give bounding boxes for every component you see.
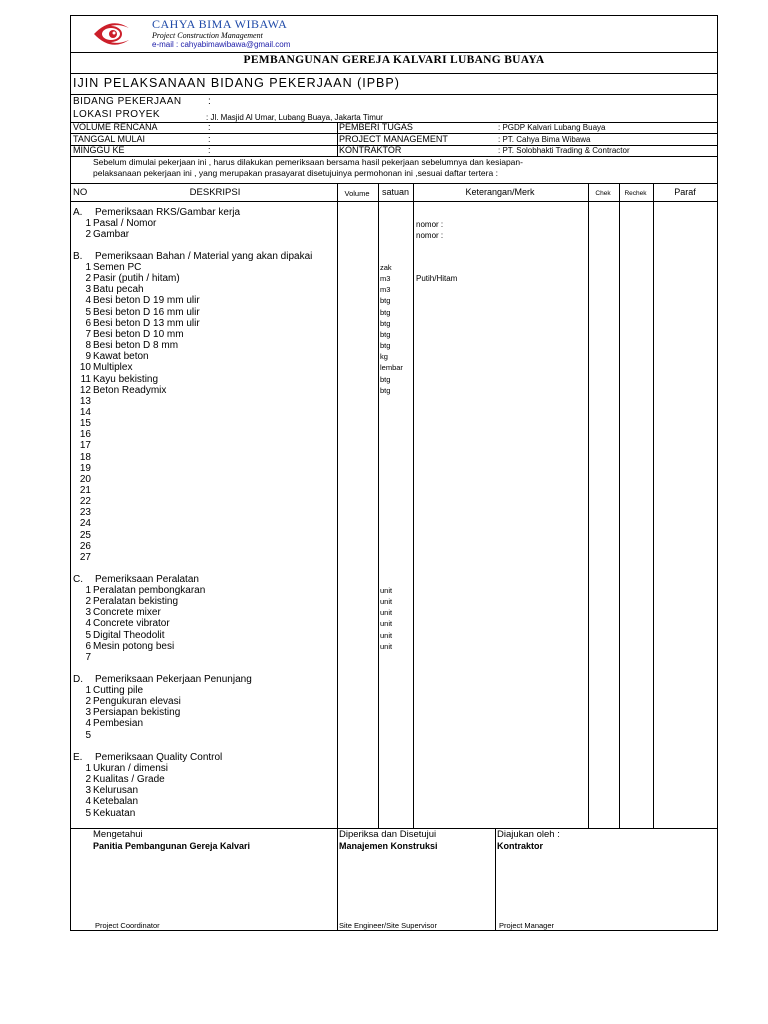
item-unit: kg xyxy=(380,352,388,361)
item-no: 27 xyxy=(79,552,91,563)
item-no: 4 xyxy=(85,718,91,729)
field-volume-sep: : xyxy=(208,122,211,132)
item-ket: nomor : xyxy=(416,220,444,229)
item-desc: Digital Theodolit xyxy=(93,630,165,641)
item-no: 3 xyxy=(85,707,91,718)
field-pemberi-value: : PGDP Kalvari Lubang Buaya xyxy=(498,123,606,132)
intro-line-2: pelaksanaan pekerjaan ini , yang merupakan prasayarat disetujuinya permohonan ini ,sesuai daftar tertera : xyxy=(93,168,498,178)
item-no: 7 xyxy=(85,329,91,340)
col-header-volume: Volume xyxy=(344,189,370,198)
divider xyxy=(71,201,717,202)
sig-heading: Mengetahui xyxy=(93,829,143,840)
item-desc: Besi beton D 10 mm xyxy=(93,329,184,340)
col-header-keterangan: Keterangan/Merk xyxy=(465,187,535,197)
item-desc: Pembesian xyxy=(93,718,144,729)
item-no: 15 xyxy=(79,418,91,429)
item-desc: Mesin potong besi xyxy=(93,641,175,652)
item-no: 5 xyxy=(85,307,91,318)
item-no: 25 xyxy=(79,530,91,541)
item-no: 3 xyxy=(85,284,91,295)
item-desc: Semen PC xyxy=(93,262,142,273)
item-desc: Peralatan pembongkaran xyxy=(93,585,206,596)
item-no: 26 xyxy=(79,541,91,552)
item-no: 22 xyxy=(79,496,91,507)
item-no: 1 xyxy=(85,218,91,229)
item-unit: unit xyxy=(380,586,393,595)
item-no: 14 xyxy=(79,407,91,418)
company-tagline: Project Construction Management xyxy=(152,31,263,40)
item-desc: Peralatan bekisting xyxy=(93,596,179,607)
item-unit: btg xyxy=(380,375,391,384)
field-pemberi-label: PEMBERI TUGAS xyxy=(339,122,413,132)
item-unit: btg xyxy=(380,308,391,317)
divider xyxy=(337,122,338,156)
field-lokasi-value: : Jl. Masjid Al Umar, Lubang Buaya, Jakarta Timur xyxy=(206,113,383,122)
sig-org: Manajemen Konstruksi xyxy=(339,841,438,851)
section-letter: B. xyxy=(73,251,83,262)
item-no: 17 xyxy=(79,440,91,451)
col-header-no: NO xyxy=(73,187,88,198)
item-desc: Cutting pile xyxy=(93,685,144,696)
item-desc: Multiplex xyxy=(93,362,133,373)
field-kontraktor-value: : PT. Solobhakti Trading & Contractor xyxy=(498,146,630,155)
item-desc: Concrete vibrator xyxy=(93,618,170,629)
item-desc: Pasir (putih / hitam) xyxy=(93,273,180,284)
item-desc: Batu pecah xyxy=(93,284,144,295)
item-no: 4 xyxy=(85,618,91,629)
col-divider xyxy=(378,183,379,828)
item-desc: Pasal / Nomor xyxy=(93,218,157,229)
item-unit: btg xyxy=(380,296,391,305)
divider xyxy=(71,94,717,95)
field-bidang-sep: : xyxy=(208,96,211,107)
item-desc: Kelurusan xyxy=(93,785,139,796)
item-no: 6 xyxy=(85,318,91,329)
form-title: IJIN PELAKSANAAN BIDANG PEKERJAAN (IPBP) xyxy=(73,76,400,90)
item-no: 1 xyxy=(85,685,91,696)
item-no: 23 xyxy=(79,507,91,518)
col-divider xyxy=(337,183,338,828)
item-unit: zak xyxy=(380,263,392,272)
col-divider xyxy=(588,183,589,828)
sig-heading: Diajukan oleh : xyxy=(497,829,560,840)
field-volume-label: VOLUME RENCANA xyxy=(73,122,158,132)
item-no: 5 xyxy=(85,630,91,641)
section-title: Pemeriksaan Bahan / Material yang akan dipakai xyxy=(95,251,313,262)
item-no: 2 xyxy=(85,696,91,707)
col-header-satuan: satuan xyxy=(381,187,410,197)
item-unit: unit xyxy=(380,608,393,617)
item-ket: nomor : xyxy=(416,231,444,240)
section-title: Pemeriksaan Peralatan xyxy=(95,574,199,585)
item-desc: Kekuatan xyxy=(93,808,136,819)
field-pm-label: PROJECT MANAGEMENT xyxy=(339,134,448,144)
item-desc: Ukuran / dimensi xyxy=(93,763,169,774)
item-no: 1 xyxy=(85,262,91,273)
sig-divider xyxy=(337,828,338,930)
col-header-chek: Chek xyxy=(595,190,611,197)
form-frame xyxy=(70,15,718,931)
item-unit: btg xyxy=(380,319,391,328)
item-no: 3 xyxy=(85,607,91,618)
item-desc: Beton Readymix xyxy=(93,385,167,396)
item-no: 13 xyxy=(79,396,91,407)
item-no: 20 xyxy=(79,474,91,485)
item-unit: unit xyxy=(380,597,393,606)
item-no: 5 xyxy=(85,808,91,819)
item-no: 1 xyxy=(85,585,91,596)
field-tanggal-sep: : xyxy=(208,134,211,144)
item-desc: Kayu bekisting xyxy=(93,374,159,385)
item-unit: btg xyxy=(380,341,391,350)
intro-line-1: Sebelum dimulai pekerjaan ini , harus dilakukan pemeriksaan bersama hasil pekerjaan sebelumnya dan kesiapan- xyxy=(93,157,523,167)
item-no: 16 xyxy=(79,429,91,440)
item-no: 8 xyxy=(85,340,91,351)
sig-role: Project Manager xyxy=(499,921,555,930)
item-desc: Persiapan bekisting xyxy=(93,707,181,718)
item-desc: Besi beton D 8 mm xyxy=(93,340,179,351)
col-divider xyxy=(619,183,620,828)
item-no: 19 xyxy=(79,463,91,474)
item-desc: Pengukuran elevasi xyxy=(93,696,181,707)
section-letter: D. xyxy=(73,674,83,685)
item-no: 5 xyxy=(85,730,91,741)
item-unit: lembar xyxy=(380,363,403,372)
item-no: 24 xyxy=(79,518,91,529)
company-name: CAHYA BIMA WIBAWA xyxy=(152,17,288,31)
item-unit: unit xyxy=(380,631,393,640)
item-unit: m3 xyxy=(380,274,391,283)
project-title: PEMBANGUNAN GEREJA KALVARI LUBANG BUAYA xyxy=(243,54,545,66)
sig-org: Panitia Pembangunan Gereja Kalvari xyxy=(93,841,251,851)
item-unit: btg xyxy=(380,386,391,395)
field-minggu-sep: : xyxy=(208,145,211,155)
item-desc: Kawat beton xyxy=(93,351,149,362)
section-title: Pemeriksaan RKS/Gambar kerja xyxy=(95,207,241,218)
item-desc: Besi beton D 16 mm ulir xyxy=(93,307,200,318)
item-no: 2 xyxy=(85,774,91,785)
col-header-rechek: Rechek xyxy=(624,190,647,197)
item-no: 11 xyxy=(80,374,91,385)
item-no: 4 xyxy=(85,295,91,306)
sig-heading: Diperiksa dan Disetujui xyxy=(339,829,437,840)
company-logo-icon xyxy=(91,18,131,50)
item-unit: btg xyxy=(380,330,391,339)
item-desc: Besi beton D 13 mm ulir xyxy=(93,318,200,329)
item-no: 2 xyxy=(85,596,91,607)
item-unit: m3 xyxy=(380,285,391,294)
divider xyxy=(71,52,717,53)
section-title: Pemeriksaan Pekerjaan Penunjang xyxy=(95,674,252,685)
item-desc: Concrete mixer xyxy=(93,607,161,618)
item-no: 1 xyxy=(85,763,91,774)
item-no: 18 xyxy=(79,452,91,463)
col-divider xyxy=(653,183,654,828)
field-bidang-label: BIDANG PEKERJAAN xyxy=(73,96,182,107)
col-divider xyxy=(413,183,414,828)
divider xyxy=(71,73,717,74)
sig-role: Project Coordinator xyxy=(95,921,160,930)
field-lokasi-label: LOKASI PROYEK xyxy=(73,109,161,120)
divider xyxy=(71,183,717,184)
item-unit: unit xyxy=(380,642,393,651)
field-pm-value: : PT. Cahya Bima Wibawa xyxy=(498,135,591,144)
sig-org: Kontraktor xyxy=(497,841,544,851)
company-email: e-mail : cahyabimawibawa@gmail.com xyxy=(152,40,291,49)
sig-divider xyxy=(495,828,496,930)
col-header-paraf: Paraf xyxy=(674,187,696,197)
item-desc: Kualitas / Grade xyxy=(93,774,165,785)
item-desc: Besi beton D 19 mm ulir xyxy=(93,295,200,306)
col-header-desc: DESKRIPSI xyxy=(189,187,241,198)
field-tanggal-label: TANGGAL MULAI xyxy=(73,134,146,144)
item-no: 9 xyxy=(85,351,91,362)
field-kontraktor-label: KONTRAKTOR xyxy=(339,145,402,155)
item-desc: Ketebalan xyxy=(93,796,139,807)
item-no: 6 xyxy=(85,641,91,652)
item-no: 12 xyxy=(79,385,91,396)
section-title: Pemeriksaan Quality Control xyxy=(95,752,223,763)
item-no: 4 xyxy=(85,796,91,807)
section-letter: E. xyxy=(73,752,83,763)
item-no: 21 xyxy=(79,485,91,496)
item-no: 3 xyxy=(85,785,91,796)
section-letter: C. xyxy=(73,574,83,585)
field-minggu-label: MINGGU KE xyxy=(73,145,125,155)
sig-role: Site Engineer/Site Supervisor xyxy=(339,921,437,930)
item-unit: unit xyxy=(380,619,393,628)
item-no: 2 xyxy=(85,273,91,284)
item-desc: Gambar xyxy=(93,229,130,240)
section-letter: A. xyxy=(73,207,83,218)
item-no: 10 xyxy=(79,362,91,373)
item-no: 7 xyxy=(85,652,91,663)
item-no: 2 xyxy=(85,229,91,240)
item-ket: Putih/Hitam xyxy=(416,274,458,283)
